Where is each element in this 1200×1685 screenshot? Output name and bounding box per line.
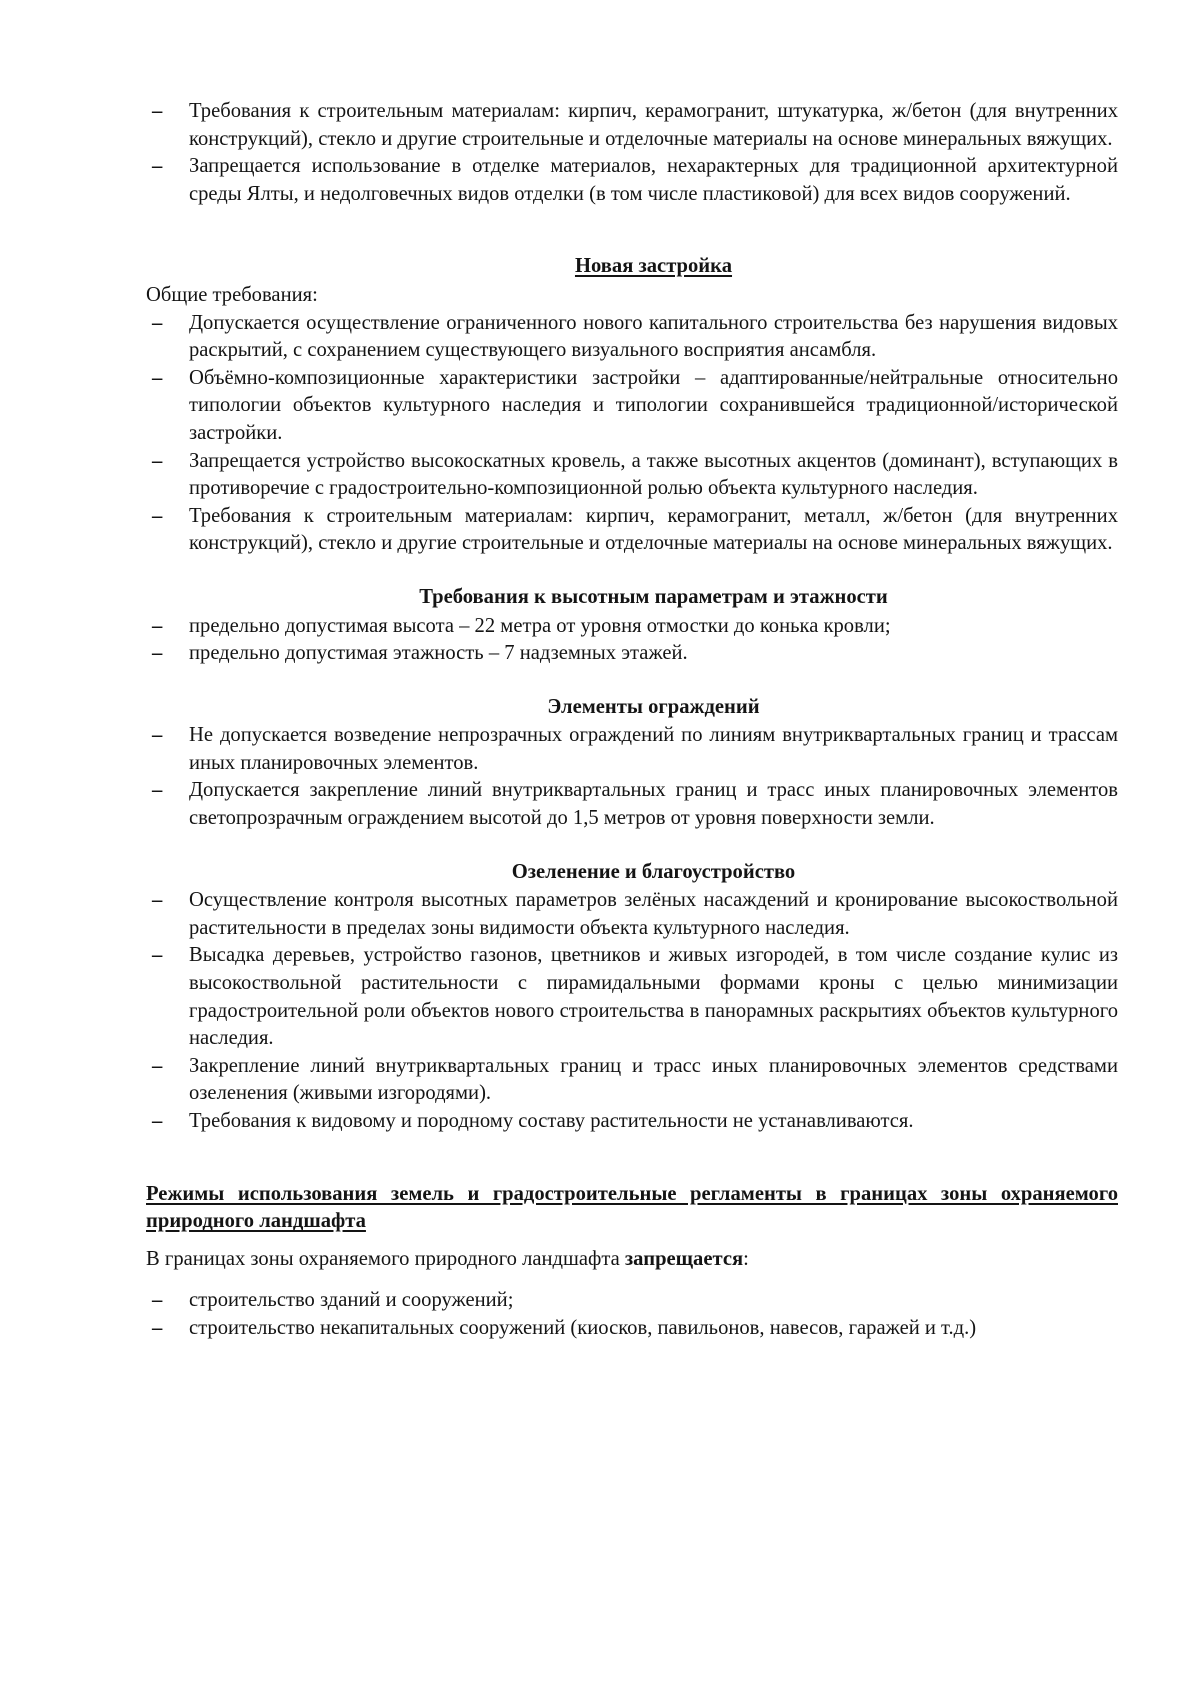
list-item-text: Требования к строительным материалам: кирпич, керамогранит, металл, ж/бетон (для внутренних конструкций), стекло и другие строительные и отделочные материалы на основе минеральных вяжущих. — [189, 504, 1118, 555]
list-item — [146, 448, 1118, 503]
landscape-intro-emphasis: запрещается — [624, 1247, 744, 1270]
list-item-text: Требования к строительным материалам: кирпич, керамогранит, штукатурка, ж/бетон (для внутренних конструкций), стекло и другие строительные и отделочные материалы на основе минеральных вяжущих. — [189, 100, 1118, 150]
dash-bullet: – — [152, 504, 163, 527]
list-item-text: строительство зданий и сооружений; — [189, 1289, 514, 1312]
landscape-list — [146, 1287, 1118, 1342]
list-item-text: строительство некапитальных сооружений (киосков, павильонов, навесов, гаражей и т.д.) — [189, 1316, 977, 1339]
greenery-list — [146, 887, 1118, 1135]
fences-list — [146, 722, 1118, 832]
dash-bullet: – — [152, 311, 163, 334]
list-item — [146, 310, 1118, 365]
dash-bullet: – — [152, 1054, 163, 1077]
height-heading: Требования к высотным параметрам и этажности — [419, 585, 888, 608]
list-item — [146, 503, 1118, 558]
list-item — [146, 887, 1118, 942]
dash-bullet: – — [152, 1289, 163, 1312]
landscape-section-title: Режимы использования земель и градостроительные регламенты в границах зоны охраняемого природного ландшафта — [146, 1182, 1118, 1233]
list-item — [146, 613, 1118, 641]
new-building-list — [146, 310, 1118, 558]
general-requirements-label: Общие требования: — [146, 283, 318, 306]
list-item-text: Не допускается возведение непрозрачных ограждений по линиям внутриквартальных границ и трассам иных планировочных элементов. — [189, 724, 1118, 774]
new-building-heading-text: Новая застройка — [574, 255, 733, 278]
list-item — [146, 1315, 1118, 1343]
greenery-heading: Озеленение и благоустройство — [511, 860, 796, 883]
dash-bullet: – — [152, 642, 163, 665]
list-item — [146, 722, 1118, 777]
list-item-text: Допускается закрепление линий внутриквартальных границ и трасс иных планировочных элементов светопрозрачным ограждением высотой до 1,5 метров от уровня поверхности земли. — [189, 779, 1118, 830]
new-building-heading — [146, 253, 1118, 281]
landscape-intro-tail: : — [743, 1247, 749, 1270]
height-list — [146, 613, 1118, 668]
list-item-text: Закрепление линий внутриквартальных границ и трасс иных планировочных элементов средствами озеленения (живыми изгородями). — [189, 1054, 1118, 1105]
list-item — [146, 1053, 1118, 1108]
list-item — [146, 153, 1118, 208]
dash-bullet: – — [152, 614, 163, 637]
list-item-text: Запрещается устройство высокоскатных кровель, а также высотных акцентов (доминант), вступающих в противоречие с градостроительно-композиционной ролью объекта культурного наследия. — [189, 449, 1118, 500]
dash-bullet: – — [152, 889, 163, 912]
dash-bullet: – — [152, 155, 163, 178]
list-item-text: Запрещается использование в отделке материалов, нехарактерных для традиционной архитектурной среды Ялты, и недолговечных видов отделки (в том числе пластиковой) для всех видов сооружений. — [189, 155, 1118, 205]
list-item-text: предельно допустимая высота – 22 метра от уровня отмостки до конька кровли; — [189, 614, 891, 637]
list-item-text: предельно допустимая этажность – 7 надземных этажей. — [189, 642, 688, 665]
list-item — [146, 1287, 1118, 1315]
dash-bullet: – — [152, 724, 163, 747]
list-item — [146, 365, 1118, 448]
list-item-text: Высадка деревьев, устройство газонов, цветников и живых изгородей, в том числе создание кулис из высокоствольной растительности с пирамидальными формами кроны с целью минимизации градостроительной роли объектов нового строительства в панорамных раскрытиях объектов культурного наследия. — [189, 944, 1118, 1050]
list-item — [146, 942, 1118, 1052]
list-item — [146, 777, 1118, 832]
list-item-text: Осуществление контроля высотных параметров зелёных насаждений и кронирование высокоствольной растительности в пределах зоны видимости объекта культурного наследия. — [189, 889, 1118, 939]
fences-heading: Элементы ограждений — [547, 695, 760, 718]
dash-bullet: – — [152, 366, 163, 389]
dash-bullet: – — [152, 100, 163, 122]
list-item — [146, 1108, 1118, 1136]
dash-bullet: – — [152, 1110, 163, 1132]
dash-bullet: – — [152, 779, 163, 802]
landscape-intro-text: В границах зоны охраняемого природного ландшафта — [146, 1247, 625, 1270]
dash-bullet: – — [152, 1316, 163, 1339]
landscape-intro — [146, 1246, 1118, 1274]
list-item-text: Требования к видовому и породному составу растительности не устанавливаются. — [189, 1110, 914, 1132]
list-item-text: Допускается осуществление ограниченного нового капитального строительства без нарушения видовых раскрытий, с сохранением существующего визуального восприятия ансамбля. — [189, 311, 1118, 362]
dash-bullet: – — [152, 944, 163, 967]
top-requirements-list — [146, 98, 1118, 208]
list-item — [146, 98, 1118, 153]
dash-bullet: – — [152, 449, 163, 472]
list-item-text: Объёмно-композиционные характеристики застройки – адаптированные/нейтральные относительно типологии объектов культурного наследия и типологии сохранившейся традиционной/исторической застройки. — [189, 366, 1118, 444]
list-item — [146, 640, 1118, 668]
